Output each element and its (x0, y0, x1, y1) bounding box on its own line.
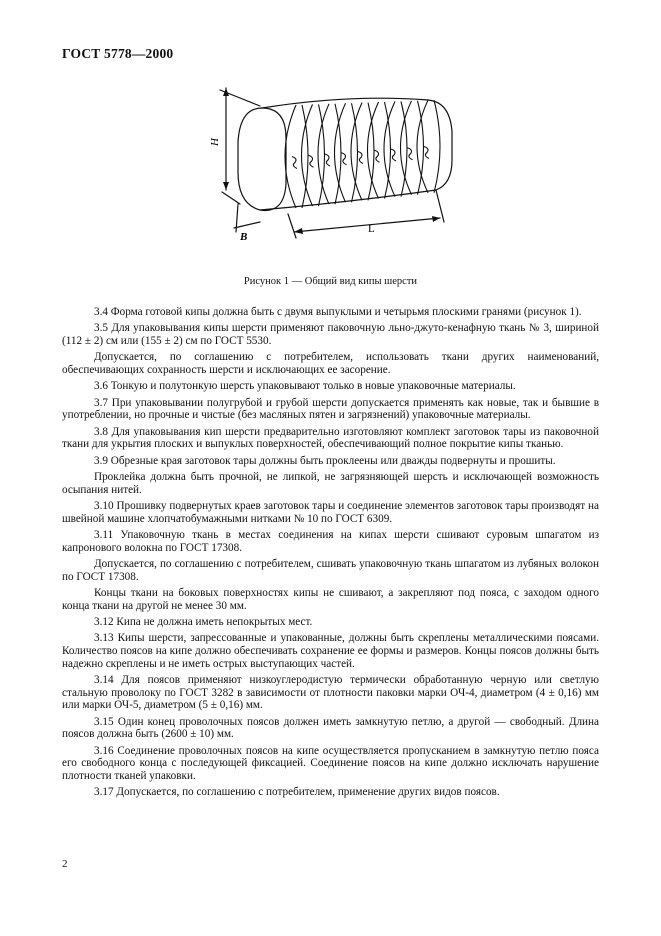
paragraph: 3.11 Упаковочную ткань в местах соединения на кипах шерсти сшивают суровым шпагатом из капронового волокна по ГОСТ 17308. (62, 529, 599, 554)
belt-line (368, 102, 379, 199)
paragraph: 3.13 Кипы шерсти, запрессованные и упакованные, должны быть скреплены металлическими поясами. Количество поясов на кипе должно обеспечивать сохранение ее формы и размеров. Концы поясов должны быть надежно скреплены и не иметь острых выступающих частей. (62, 632, 599, 670)
belt-knot (292, 157, 297, 169)
dim-l-arrow-left (294, 228, 303, 234)
dim-b-line (234, 222, 260, 228)
dim-h-arrow-bottom (223, 182, 229, 190)
paragraph: Концы ткани на боковых поверхностях кипы не сшивают, а закрепляют под пояса, с заходом одного конца ткани на другой не менее 30 мм. (62, 587, 599, 612)
bale-front-face (238, 108, 286, 210)
dim-l-line (294, 218, 440, 232)
dim-l-ext-left (288, 214, 296, 238)
paragraph: 3.9 Обрезные края заготовок тары должны быть проклеены или дважды подвернуты и прошиты. (94, 454, 556, 467)
page-number: 2 (62, 858, 68, 870)
bale-bottom-edge (260, 190, 436, 210)
belt-knot (342, 153, 347, 165)
body-text (62, 306, 599, 803)
document-header: ГОСТ 5778—2000 (62, 46, 174, 61)
paragraph: 3.6 Тонкую и полутонкую шерсть упаковывают только в новые упаковочные материалы. (94, 380, 516, 393)
dim-l-label: L (368, 223, 375, 235)
dim-h-label: H (209, 138, 221, 146)
paragraph: Проклейка должна быть прочной, не липкой, не загрязняющей шерсть и исключающей возможность осыпания нитей. (62, 471, 599, 496)
paragraph: 3.7 При упаковывании полугрубой и грубой шерсти допускается применять как новые, так и бывшие в употреблении, но прочные и чистые (без масляных пятен и загрязнений) упаковочные материалы. (62, 396, 599, 422)
dim-l-arrow-right (432, 216, 440, 222)
paragraph: 3.8 Для упаковывания кип шерсти предварительно изготовляют комплект заготовок тары из паковочной ткани для укрытия плоских и выпуклых поверхностей, обеспечивающий полное покрытие кипы тканью. (62, 425, 599, 451)
paragraph: 3.4 Форма готовой кипы должна быть с двумя выпуклыми и четырьмя плоскими гранями (рисунок 1). (94, 306, 582, 318)
paragraph: 3.12 Кипа не должна иметь непокрытых мест. (94, 616, 313, 629)
belt-line (335, 103, 346, 202)
belt-line (318, 104, 329, 204)
belt-line (351, 103, 362, 201)
belt-knot (358, 152, 363, 164)
paragraph: 3.14 Для поясов применяют низкоуглеродистую термически обработанную черную или светлую стальную проволоку по ГОСТ 3282 в зависимости от плотности паковки марки ОЧ-4, диаметром (4 ± 0,16) мм или марки ОЧ-5, диаметром (5 ± 0,16) мм. (62, 674, 599, 712)
bale-drawing (200, 72, 480, 268)
belt-line (434, 100, 440, 193)
belt-knot (408, 148, 413, 160)
paragraph: 3.16 Соединение проволочных поясов на кипе осуществляется пропусканием в замкнутую петлю пояса его свободного конца с последующей фиксацией. Соединение поясов на кипе должно исключать нарушение плотности тканей упаковки. (62, 744, 599, 782)
paragraph: 3.17 Допускается, по соглашению с потребителем, применение других видов поясов. (94, 786, 500, 799)
paragraph: 3.5 Для упаковывания кипы шерсти применяют паковочную льно-джуто-кенафную ткань № 3, шириной (112 ± 2) см или (155 ± 2) см по ГОСТ 5530. (62, 322, 599, 347)
belt-line (302, 104, 313, 206)
dim-b-label: B (240, 231, 248, 243)
belt-knot (424, 147, 429, 159)
belt-knot (391, 149, 396, 161)
dim-h-ext-bot (222, 192, 240, 204)
dim-l-ext-right (436, 190, 444, 222)
belt-knot (375, 150, 380, 162)
paragraph: 3.15 Один конец проволочных поясов должен иметь замкнутую петлю, а другой — свободный. Длина поясов должна быть (2600 ± 10) мм. (62, 715, 599, 741)
belt-knot (325, 154, 330, 166)
belt-line (417, 100, 428, 193)
figure-caption: Рисунок 1 — Общий вид кипы шерсти (243, 276, 418, 287)
belt-knot (309, 155, 314, 167)
belt-line (401, 101, 412, 195)
belt-line (285, 105, 296, 208)
paragraph: Допускается, по соглашению с потребителем, сшивать упаковочную ткань шпагатом из лубяных волокон по ГОСТ 17308. (62, 558, 599, 583)
bale-figure (200, 72, 480, 268)
belt-line (384, 101, 395, 196)
paragraph: 3.10 Прошивку подвернутых краев заготовок тары и соединение элементов заготовок тары производят на швейной машине хлопчатобумажными нитками № 10 по ГОСТ 6309. (62, 500, 599, 525)
paragraph: Допускается, по соглашению с потребителем, использовать ткани других наименований, обеспечивающих сохранность шерсти и исключающих ее засорение. (62, 351, 599, 376)
